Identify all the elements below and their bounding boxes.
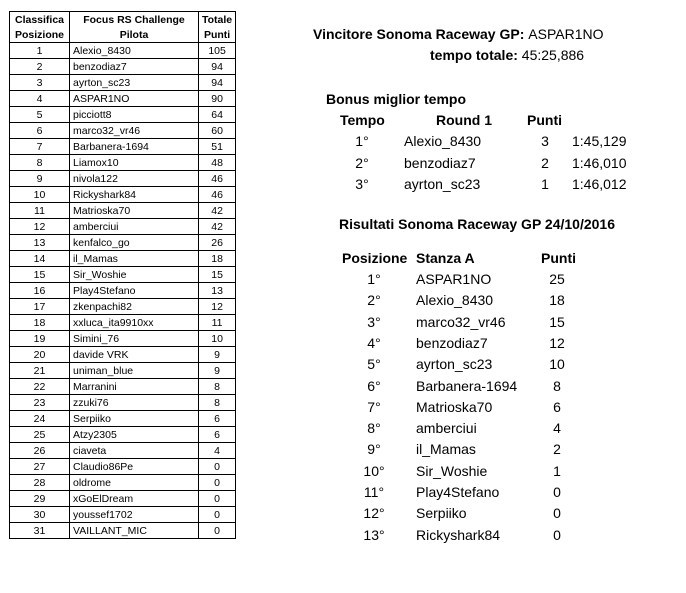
standings-driver: Matrioska70 xyxy=(70,203,199,219)
standings-points: 8 xyxy=(199,395,236,411)
result-points: 4 xyxy=(553,420,561,437)
result-pos: 11° xyxy=(363,484,385,500)
table-row xyxy=(10,59,236,75)
standings-points: 48 xyxy=(199,155,236,171)
result-driver: amberciui xyxy=(416,420,477,437)
result-points: 6 xyxy=(553,398,561,415)
results-title: Risultati Sonoma Raceway GP 24/10/2016 xyxy=(339,216,615,232)
result-pos: 8° xyxy=(367,420,381,437)
standings-points: 6 xyxy=(199,427,236,443)
result-points: 18 xyxy=(549,292,565,309)
standings-pos: 22 xyxy=(10,379,70,395)
table-row xyxy=(10,395,236,411)
standings-driver: ayrton_sc23 xyxy=(70,75,199,91)
standings-pos: 28 xyxy=(10,475,70,491)
standings-driver: Barbanera-1694 xyxy=(70,139,199,155)
result-pos: 12° xyxy=(363,505,385,522)
bonus-driver: ayrton_sc23 xyxy=(404,176,481,192)
bonus-time: 1:46,012 xyxy=(572,176,627,192)
table-row xyxy=(10,219,236,235)
standings-points: 42 xyxy=(199,219,236,235)
standings-points: 42 xyxy=(199,203,236,219)
standings-pos: 12 xyxy=(10,219,70,235)
standings-pos: 11 xyxy=(10,203,70,219)
standings-pos: 16 xyxy=(10,283,70,299)
standings-points: 13 xyxy=(199,283,236,299)
table-row xyxy=(10,91,236,107)
results-header-stanza: Stanza A xyxy=(416,250,475,266)
table-row xyxy=(10,459,236,475)
winner-name: ASPAR1NO xyxy=(528,26,604,42)
table-row xyxy=(10,139,236,155)
standings-points: 0 xyxy=(199,459,236,475)
standings-pos: 18 xyxy=(10,315,70,331)
standings-points: 0 xyxy=(199,507,236,523)
table-row xyxy=(10,491,236,507)
result-driver: il_Mamas xyxy=(416,441,476,458)
standings-pos: 6 xyxy=(10,123,70,139)
result-driver: Sir_Woshie xyxy=(416,462,488,479)
result-pos: 1° xyxy=(367,271,381,287)
standings-pos: 13 xyxy=(10,235,70,251)
standings-pos: 21 xyxy=(10,363,70,379)
result-driver: ASPAR1NO xyxy=(416,271,492,287)
standings-pos: 25 xyxy=(10,427,70,443)
bonus-pos: 1° xyxy=(355,133,369,149)
table-row xyxy=(10,427,236,443)
standings-points: 64 xyxy=(199,107,236,123)
standings-table xyxy=(9,11,236,539)
table-row xyxy=(10,155,236,171)
table-row xyxy=(10,171,236,187)
bonus-header-punti: Punti xyxy=(527,112,562,128)
standings-points: 12 xyxy=(199,299,236,315)
header-posizione: Posizione xyxy=(10,27,70,43)
result-driver: Rickyshark84 xyxy=(416,526,501,543)
bonus-header-tempo: Tempo xyxy=(340,112,385,128)
table-row xyxy=(10,363,236,379)
header-challenge: Focus RS Challenge xyxy=(70,12,199,28)
standings-driver: amberciui xyxy=(70,219,199,235)
standings-pos: 23 xyxy=(10,395,70,411)
standings-driver: davide VRK xyxy=(70,347,199,363)
header-totale: Totale xyxy=(199,12,236,28)
bonus-pos: 2° xyxy=(355,154,369,171)
result-points: 15 xyxy=(549,313,565,330)
standings-pos: 31 xyxy=(10,523,70,539)
result-points: 10 xyxy=(549,356,565,373)
standings-points: 46 xyxy=(199,187,236,203)
winner-time-label: tempo totale: xyxy=(430,47,518,63)
bonus-pos: 3° xyxy=(355,176,369,192)
result-driver: benzodiaz7 xyxy=(416,334,488,351)
standings-driver: oldrome xyxy=(70,475,199,491)
standings-driver: zzuki76 xyxy=(70,395,199,411)
standings-points: 0 xyxy=(199,475,236,491)
standings-driver: Play4Stefano xyxy=(70,283,199,299)
table-row xyxy=(10,411,236,427)
standings-points: 0 xyxy=(199,491,236,507)
result-points: 0 xyxy=(553,526,561,543)
result-points: 2 xyxy=(553,441,561,458)
table-row xyxy=(10,43,236,59)
result-driver: Serpiiko xyxy=(416,505,467,522)
standings-pos: 26 xyxy=(10,443,70,459)
standings-driver: Sir_Woshie xyxy=(70,267,199,283)
standings-driver: picciott8 xyxy=(70,107,199,123)
result-pos: 3° xyxy=(367,313,381,330)
standings-points: 94 xyxy=(199,75,236,91)
standings-points: 8 xyxy=(199,379,236,395)
table-row xyxy=(10,331,236,347)
standings-driver: marco32_vr46 xyxy=(70,123,199,139)
standings-points: 4 xyxy=(199,443,236,459)
standings-pos: 15 xyxy=(10,267,70,283)
standings-driver: nivola122 xyxy=(70,171,199,187)
result-pos: 5° xyxy=(367,356,381,373)
standings-pos: 2 xyxy=(10,59,70,75)
result-pos: 7° xyxy=(367,398,381,415)
standings-pos: 24 xyxy=(10,411,70,427)
table-row xyxy=(10,203,236,219)
standings-points: 6 xyxy=(199,411,236,427)
standings-pos: 8 xyxy=(10,155,70,171)
table-row xyxy=(10,107,236,123)
standings-points: 60 xyxy=(199,123,236,139)
result-points: 12 xyxy=(549,334,565,351)
bonus-title: Bonus miglior tempo xyxy=(326,91,466,107)
winner-time: 45:25,886 xyxy=(521,47,585,63)
result-pos: 4° xyxy=(367,334,381,351)
table-row xyxy=(10,283,236,299)
table-row xyxy=(10,267,236,283)
result-points: 0 xyxy=(553,505,561,522)
standings-points: 46 xyxy=(199,171,236,187)
standings-driver: Atzy2305 xyxy=(70,427,199,443)
result-driver: Play4Stefano xyxy=(416,484,500,500)
bonus-time: 1:46,010 xyxy=(572,154,627,171)
table-row xyxy=(10,379,236,395)
table-row xyxy=(10,315,236,331)
standings-pos: 14 xyxy=(10,251,70,267)
standings-header-row-2 xyxy=(10,27,236,43)
bonus-points: 2 xyxy=(541,154,549,171)
standings-driver: VAILLANT_MIC xyxy=(70,523,199,539)
result-points: 25 xyxy=(549,271,565,287)
standings-pos: 4 xyxy=(10,91,70,107)
winner-line xyxy=(313,26,603,42)
bonus-driver: benzodiaz7 xyxy=(404,154,476,171)
standings-pos: 3 xyxy=(10,75,70,91)
result-pos: 13° xyxy=(363,526,385,543)
table-row xyxy=(10,299,236,315)
standings-points: 90 xyxy=(199,91,236,107)
result-pos: 2° xyxy=(367,292,381,309)
standings-pos: 5 xyxy=(10,107,70,123)
result-points: 0 xyxy=(553,484,561,500)
table-row xyxy=(10,251,236,267)
table-row xyxy=(10,75,236,91)
standings-driver: kenfalco_go xyxy=(70,235,199,251)
result-driver: ayrton_sc23 xyxy=(416,356,493,373)
standings-driver: ciaveta xyxy=(70,443,199,459)
result-driver: marco32_vr46 xyxy=(416,313,506,330)
standings-driver: ASPAR1NO xyxy=(70,91,199,107)
standings-header-row-1 xyxy=(10,12,236,28)
standings-points: 51 xyxy=(199,139,236,155)
standings-driver: Rickyshark84 xyxy=(70,187,199,203)
standings-driver: il_Mamas xyxy=(70,251,199,267)
result-pos: 9° xyxy=(367,441,381,458)
result-driver: Alexio_8430 xyxy=(416,292,494,309)
header-classifica: Classifica xyxy=(10,12,70,28)
standings-points: 94 xyxy=(199,59,236,75)
winner-label: Vincitore Sonoma Raceway GP: xyxy=(313,26,525,42)
standings-pos: 20 xyxy=(10,347,70,363)
bonus-header-round: Round 1 xyxy=(436,112,492,128)
table-row xyxy=(10,475,236,491)
standings-driver: Liamox10 xyxy=(70,155,199,171)
header-pilota: Pilota xyxy=(70,27,199,43)
table-row xyxy=(10,523,236,539)
result-driver: Barbanera-1694 xyxy=(416,377,518,394)
standings-pos: 30 xyxy=(10,507,70,523)
table-row xyxy=(10,507,236,523)
header-punti: Punti xyxy=(199,27,236,43)
bonus-time: 1:45,129 xyxy=(572,133,627,149)
bonus-driver: Alexio_8430 xyxy=(404,133,482,149)
winner-time-line xyxy=(430,47,584,63)
standings-points: 10 xyxy=(199,331,236,347)
standings-driver: Marranini xyxy=(70,379,199,395)
standings-pos: 29 xyxy=(10,491,70,507)
standings-pos: 17 xyxy=(10,299,70,315)
standings-pos: 10 xyxy=(10,187,70,203)
result-pos: 10° xyxy=(363,462,385,479)
result-points: 8 xyxy=(553,377,561,394)
table-row xyxy=(10,187,236,203)
standings-driver: xxluca_ita9910xx xyxy=(70,315,199,331)
standings-driver: xGoElDream xyxy=(70,491,199,507)
result-points: 1 xyxy=(553,462,561,479)
standings-points: 18 xyxy=(199,251,236,267)
bonus-points: 3 xyxy=(541,133,549,149)
standings-pos: 19 xyxy=(10,331,70,347)
standings-driver: Alexio_8430 xyxy=(70,43,199,59)
table-row xyxy=(10,123,236,139)
standings-driver: youssef1702 xyxy=(70,507,199,523)
results-header-posizione: Posizione xyxy=(342,250,408,266)
result-driver: Matrioska70 xyxy=(416,398,493,415)
result-pos: 6° xyxy=(367,377,381,394)
standings-points: 11 xyxy=(199,315,236,331)
standings-driver: Serpiiko xyxy=(70,411,199,427)
table-row xyxy=(10,347,236,363)
standings-pos: 7 xyxy=(10,139,70,155)
standings-points: 0 xyxy=(199,523,236,539)
standings-driver: uniman_blue xyxy=(70,363,199,379)
standings-points: 26 xyxy=(199,235,236,251)
table-row xyxy=(10,235,236,251)
table-row xyxy=(10,443,236,459)
standings-points: 9 xyxy=(199,363,236,379)
standings-pos: 9 xyxy=(10,171,70,187)
standings-pos: 27 xyxy=(10,459,70,475)
standings-pos: 1 xyxy=(10,43,70,59)
bonus-points: 1 xyxy=(541,176,549,192)
standings-points: 15 xyxy=(199,267,236,283)
standings-driver: Claudio86Pe xyxy=(70,459,199,475)
standings-points: 105 xyxy=(199,43,236,59)
standings-points: 9 xyxy=(199,347,236,363)
standings-driver: Simini_76 xyxy=(70,331,199,347)
standings-driver: zkenpachi82 xyxy=(70,299,199,315)
standings-driver: benzodiaz7 xyxy=(70,59,199,75)
results-header-punti: Punti xyxy=(541,250,576,266)
